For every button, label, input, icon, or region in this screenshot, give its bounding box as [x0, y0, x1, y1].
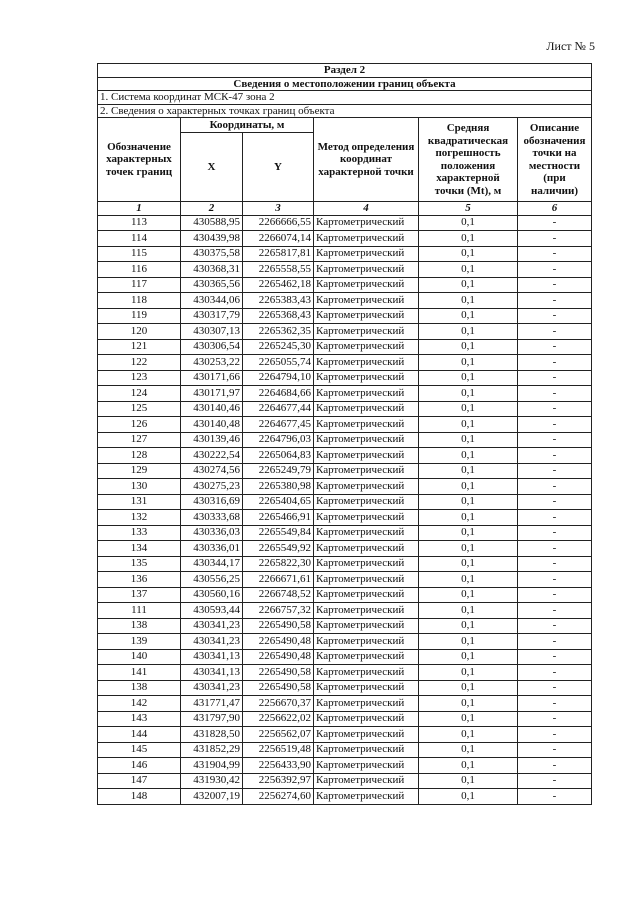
error-cell: 0,1: [419, 386, 518, 402]
error-cell: 0,1: [419, 324, 518, 340]
description-cell: -: [518, 696, 592, 712]
error-cell: 0,1: [419, 510, 518, 526]
description-cell: -: [518, 525, 592, 541]
description-cell: -: [518, 618, 592, 634]
point-id-cell: 116: [98, 262, 181, 278]
method-cell: Картометрический: [314, 479, 419, 495]
table-row: [98, 727, 592, 743]
x-cell: 430365,56: [181, 277, 243, 293]
table-row: [98, 262, 592, 278]
point-id-cell: 123: [98, 370, 181, 386]
table-row: [98, 525, 592, 541]
column-number-4: 4: [314, 202, 419, 216]
method-cell: Картометрический: [314, 587, 419, 603]
x-cell: 431904,99: [181, 758, 243, 774]
x-cell: 431771,47: [181, 696, 243, 712]
x-cell: 430306,54: [181, 339, 243, 355]
table-row: [98, 649, 592, 665]
method-cell: Картометрический: [314, 727, 419, 743]
point-id-cell: 144: [98, 727, 181, 743]
point-id-cell: 147: [98, 773, 181, 789]
table-body: [98, 215, 592, 804]
description-cell: -: [518, 587, 592, 603]
description-cell: -: [518, 742, 592, 758]
x-cell: 430375,58: [181, 246, 243, 262]
error-cell: 0,1: [419, 417, 518, 433]
point-id-cell: 121: [98, 339, 181, 355]
description-cell: -: [518, 494, 592, 510]
y-cell: 2264684,66: [243, 386, 314, 402]
y-cell: 2256670,37: [243, 696, 314, 712]
method-cell: Картометрический: [314, 742, 419, 758]
method-cell: Картометрический: [314, 432, 419, 448]
header-y: Y: [243, 133, 314, 202]
y-cell: 2266671,61: [243, 572, 314, 588]
point-id-cell: 129: [98, 463, 181, 479]
y-cell: 2256392,97: [243, 773, 314, 789]
y-cell: 2265490,58: [243, 665, 314, 681]
header-description: Описание обозначения точки на местности (при наличии): [518, 118, 592, 202]
point-id-cell: 139: [98, 634, 181, 650]
error-cell: 0,1: [419, 773, 518, 789]
point-id-cell: 127: [98, 432, 181, 448]
column-number-3: 3: [243, 202, 314, 216]
x-cell: 430341,13: [181, 665, 243, 681]
error-cell: 0,1: [419, 401, 518, 417]
table-row: [98, 417, 592, 433]
method-cell: Картометрический: [314, 649, 419, 665]
y-cell: 2264677,44: [243, 401, 314, 417]
description-cell: -: [518, 386, 592, 402]
x-cell: 430336,03: [181, 525, 243, 541]
method-cell: Картометрический: [314, 696, 419, 712]
x-cell: 430341,23: [181, 618, 243, 634]
table-row: [98, 401, 592, 417]
table-row: [98, 587, 592, 603]
table-row: [98, 432, 592, 448]
error-cell: 0,1: [419, 587, 518, 603]
description-cell: -: [518, 556, 592, 572]
error-cell: 0,1: [419, 432, 518, 448]
y-cell: 2264677,45: [243, 417, 314, 433]
x-cell: 430439,98: [181, 231, 243, 247]
column-number-2: 2: [181, 202, 243, 216]
error-cell: 0,1: [419, 541, 518, 557]
description-cell: -: [518, 479, 592, 495]
y-cell: 2256519,48: [243, 742, 314, 758]
description-cell: -: [518, 355, 592, 371]
y-cell: 2265064,83: [243, 448, 314, 464]
x-cell: 430344,17: [181, 556, 243, 572]
section-subtitle: Сведения о местоположении границ объекта: [98, 77, 592, 91]
point-id-cell: 113: [98, 215, 181, 231]
error-cell: 0,1: [419, 277, 518, 293]
description-cell: -: [518, 680, 592, 696]
y-cell: 2266074,14: [243, 231, 314, 247]
table-row: [98, 479, 592, 495]
point-id-cell: 120: [98, 324, 181, 340]
error-cell: 0,1: [419, 758, 518, 774]
description-cell: -: [518, 246, 592, 262]
table-row: [98, 742, 592, 758]
error-cell: 0,1: [419, 634, 518, 650]
description-cell: -: [518, 510, 592, 526]
point-id-cell: 114: [98, 231, 181, 247]
table-row: [98, 680, 592, 696]
y-cell: 2265368,43: [243, 308, 314, 324]
section-title: Раздел 2: [98, 64, 592, 78]
point-id-cell: 131: [98, 494, 181, 510]
point-id-cell: 118: [98, 293, 181, 309]
y-cell: 2265362,35: [243, 324, 314, 340]
method-cell: Картометрический: [314, 339, 419, 355]
description-cell: -: [518, 277, 592, 293]
y-cell: 2265490,48: [243, 649, 314, 665]
table-row: [98, 789, 592, 805]
error-cell: 0,1: [419, 649, 518, 665]
error-cell: 0,1: [419, 742, 518, 758]
method-cell: Картометрический: [314, 386, 419, 402]
x-cell: 430336,01: [181, 541, 243, 557]
x-cell: 430341,13: [181, 649, 243, 665]
x-cell: 430588,95: [181, 215, 243, 231]
x-cell: 430317,79: [181, 308, 243, 324]
description-cell: -: [518, 324, 592, 340]
y-cell: 2265549,92: [243, 541, 314, 557]
point-id-cell: 130: [98, 479, 181, 495]
y-cell: 2265249,79: [243, 463, 314, 479]
description-cell: -: [518, 789, 592, 805]
method-cell: Картометрический: [314, 789, 419, 805]
x-cell: 430171,66: [181, 370, 243, 386]
description-cell: -: [518, 432, 592, 448]
point-id-cell: 115: [98, 246, 181, 262]
table-row: [98, 494, 592, 510]
error-cell: 0,1: [419, 293, 518, 309]
error-cell: 0,1: [419, 603, 518, 619]
method-cell: Картометрический: [314, 711, 419, 727]
table-row: [98, 711, 592, 727]
x-cell: 430341,23: [181, 634, 243, 650]
method-cell: Картометрический: [314, 758, 419, 774]
y-cell: 2265490,58: [243, 680, 314, 696]
boundary-table: [97, 63, 592, 805]
method-cell: Картометрический: [314, 510, 419, 526]
x-cell: 430307,13: [181, 324, 243, 340]
description-cell: -: [518, 541, 592, 557]
error-cell: 0,1: [419, 262, 518, 278]
x-cell: 430333,68: [181, 510, 243, 526]
method-cell: Картометрический: [314, 556, 419, 572]
method-cell: Картометрический: [314, 355, 419, 371]
point-id-cell: 142: [98, 696, 181, 712]
table-row: [98, 696, 592, 712]
description-cell: -: [518, 773, 592, 789]
y-cell: 2256274,60: [243, 789, 314, 805]
error-cell: 0,1: [419, 246, 518, 262]
description-cell: -: [518, 231, 592, 247]
point-id-cell: 138: [98, 680, 181, 696]
y-cell: 2265383,43: [243, 293, 314, 309]
table-row: [98, 246, 592, 262]
table-row: [98, 308, 592, 324]
y-cell: 2266757,32: [243, 603, 314, 619]
y-cell: 2265817,81: [243, 246, 314, 262]
description-cell: -: [518, 339, 592, 355]
error-cell: 0,1: [419, 308, 518, 324]
error-cell: 0,1: [419, 494, 518, 510]
point-id-cell: 134: [98, 541, 181, 557]
table-row: [98, 556, 592, 572]
table-row: [98, 355, 592, 371]
y-cell: 2256433,90: [243, 758, 314, 774]
header-point-designation: Обозначение характерных точек границ: [98, 118, 181, 202]
description-cell: -: [518, 293, 592, 309]
point-id-cell: 133: [98, 525, 181, 541]
description-cell: -: [518, 634, 592, 650]
y-cell: 2256622,02: [243, 711, 314, 727]
method-cell: Картометрический: [314, 370, 419, 386]
method-cell: Картометрический: [314, 231, 419, 247]
error-cell: 0,1: [419, 665, 518, 681]
x-cell: 430316,69: [181, 494, 243, 510]
x-cell: 431797,90: [181, 711, 243, 727]
x-cell: 430560,16: [181, 587, 243, 603]
table-row: [98, 293, 592, 309]
point-id-cell: 138: [98, 618, 181, 634]
x-cell: 430222,54: [181, 448, 243, 464]
table-row: [98, 603, 592, 619]
x-cell: 430274,56: [181, 463, 243, 479]
description-cell: -: [518, 572, 592, 588]
y-cell: 2265404,65: [243, 494, 314, 510]
point-id-cell: 132: [98, 510, 181, 526]
table-row: [98, 618, 592, 634]
point-id-cell: 126: [98, 417, 181, 433]
description-cell: -: [518, 370, 592, 386]
error-cell: 0,1: [419, 696, 518, 712]
description-cell: -: [518, 665, 592, 681]
point-id-cell: 122: [98, 355, 181, 371]
method-cell: Картометрический: [314, 773, 419, 789]
method-cell: Картометрический: [314, 246, 419, 262]
description-cell: -: [518, 215, 592, 231]
method-cell: Картометрический: [314, 541, 419, 557]
y-cell: 2256562,07: [243, 727, 314, 743]
point-id-cell: 141: [98, 665, 181, 681]
error-cell: 0,1: [419, 680, 518, 696]
error-cell: 0,1: [419, 789, 518, 805]
coordinate-system-info: 1. Система координат МСК-47 зона 2: [98, 91, 592, 105]
y-cell: 2265380,98: [243, 479, 314, 495]
point-id-cell: 136: [98, 572, 181, 588]
method-cell: Картометрический: [314, 293, 419, 309]
x-cell: 432007,19: [181, 789, 243, 805]
error-cell: 0,1: [419, 231, 518, 247]
method-cell: Картометрический: [314, 634, 419, 650]
table-row: [98, 277, 592, 293]
method-cell: Картометрический: [314, 680, 419, 696]
x-cell: 430556,25: [181, 572, 243, 588]
table-row: [98, 463, 592, 479]
y-cell: 2265558,55: [243, 262, 314, 278]
error-cell: 0,1: [419, 525, 518, 541]
point-id-cell: 135: [98, 556, 181, 572]
x-cell: 431930,42: [181, 773, 243, 789]
method-cell: Картометрический: [314, 308, 419, 324]
table-row: [98, 324, 592, 340]
method-cell: Картометрический: [314, 525, 419, 541]
error-cell: 0,1: [419, 448, 518, 464]
point-id-cell: 146: [98, 758, 181, 774]
point-id-cell: 111: [98, 603, 181, 619]
point-id-cell: 125: [98, 401, 181, 417]
point-id-cell: 145: [98, 742, 181, 758]
error-cell: 0,1: [419, 572, 518, 588]
method-cell: Картометрический: [314, 417, 419, 433]
description-cell: -: [518, 711, 592, 727]
method-cell: Картометрический: [314, 603, 419, 619]
method-cell: Картометрический: [314, 494, 419, 510]
x-cell: 431828,50: [181, 727, 243, 743]
points-info: 2. Сведения о характерных точках границ объекта: [98, 104, 592, 118]
error-cell: 0,1: [419, 479, 518, 495]
point-id-cell: 119: [98, 308, 181, 324]
error-cell: 0,1: [419, 727, 518, 743]
error-cell: 0,1: [419, 618, 518, 634]
error-cell: 0,1: [419, 463, 518, 479]
y-cell: 2265490,58: [243, 618, 314, 634]
table-row: [98, 665, 592, 681]
y-cell: 2264794,10: [243, 370, 314, 386]
point-id-cell: 148: [98, 789, 181, 805]
description-cell: -: [518, 262, 592, 278]
description-cell: -: [518, 603, 592, 619]
description-cell: -: [518, 727, 592, 743]
method-cell: Картометрический: [314, 665, 419, 681]
description-cell: -: [518, 401, 592, 417]
point-id-cell: 128: [98, 448, 181, 464]
error-cell: 0,1: [419, 355, 518, 371]
column-number-6: 6: [518, 202, 592, 216]
y-cell: 2266748,52: [243, 587, 314, 603]
point-id-cell: 143: [98, 711, 181, 727]
table-row: [98, 370, 592, 386]
x-cell: 431852,29: [181, 742, 243, 758]
description-cell: -: [518, 308, 592, 324]
table-row: [98, 758, 592, 774]
sheet-number: Лист № 5: [546, 39, 595, 53]
table-row: [98, 448, 592, 464]
x-cell: 430368,31: [181, 262, 243, 278]
table-row: [98, 510, 592, 526]
y-cell: 2265466,91: [243, 510, 314, 526]
y-cell: 2266666,55: [243, 215, 314, 231]
point-id-cell: 124: [98, 386, 181, 402]
error-cell: 0,1: [419, 556, 518, 572]
point-id-cell: 117: [98, 277, 181, 293]
table-row: [98, 231, 592, 247]
description-cell: -: [518, 417, 592, 433]
column-number-5: 5: [419, 202, 518, 216]
method-cell: Картометрический: [314, 448, 419, 464]
y-cell: 2265245,30: [243, 339, 314, 355]
y-cell: 2265490,48: [243, 634, 314, 650]
x-cell: 430275,23: [181, 479, 243, 495]
table-row: [98, 773, 592, 789]
table-row: [98, 572, 592, 588]
y-cell: 2264796,03: [243, 432, 314, 448]
description-cell: -: [518, 463, 592, 479]
description-cell: -: [518, 448, 592, 464]
y-cell: 2265822,30: [243, 556, 314, 572]
table-row: [98, 634, 592, 650]
header-error: Средняя квадратическая погрешность положения характерной точки (Mt), м: [419, 118, 518, 202]
x-cell: 430344,06: [181, 293, 243, 309]
method-cell: Картометрический: [314, 572, 419, 588]
y-cell: 2265462,18: [243, 277, 314, 293]
y-cell: 2265055,74: [243, 355, 314, 371]
method-cell: Картометрический: [314, 401, 419, 417]
point-id-cell: 140: [98, 649, 181, 665]
table-row: [98, 541, 592, 557]
method-cell: Картометрический: [314, 215, 419, 231]
table-row: [98, 386, 592, 402]
method-cell: Картометрический: [314, 618, 419, 634]
point-id-cell: 137: [98, 587, 181, 603]
table-row: [98, 339, 592, 355]
error-cell: 0,1: [419, 339, 518, 355]
x-cell: 430341,23: [181, 680, 243, 696]
header-x: X: [181, 133, 243, 202]
column-number-1: 1: [98, 202, 181, 216]
x-cell: 430140,46: [181, 401, 243, 417]
y-cell: 2265549,84: [243, 525, 314, 541]
header-coordinates: Координаты, м: [181, 118, 314, 133]
method-cell: Картометрический: [314, 277, 419, 293]
description-cell: -: [518, 649, 592, 665]
error-cell: 0,1: [419, 711, 518, 727]
header-method: Метод определения координат характерной точки: [314, 118, 419, 202]
error-cell: 0,1: [419, 370, 518, 386]
x-cell: 430140,48: [181, 417, 243, 433]
table-row: [98, 215, 592, 231]
x-cell: 430593,44: [181, 603, 243, 619]
x-cell: 430253,22: [181, 355, 243, 371]
description-cell: -: [518, 758, 592, 774]
method-cell: Картометрический: [314, 262, 419, 278]
x-cell: 430171,97: [181, 386, 243, 402]
x-cell: 430139,46: [181, 432, 243, 448]
method-cell: Картометрический: [314, 324, 419, 340]
error-cell: 0,1: [419, 215, 518, 231]
method-cell: Картометрический: [314, 463, 419, 479]
